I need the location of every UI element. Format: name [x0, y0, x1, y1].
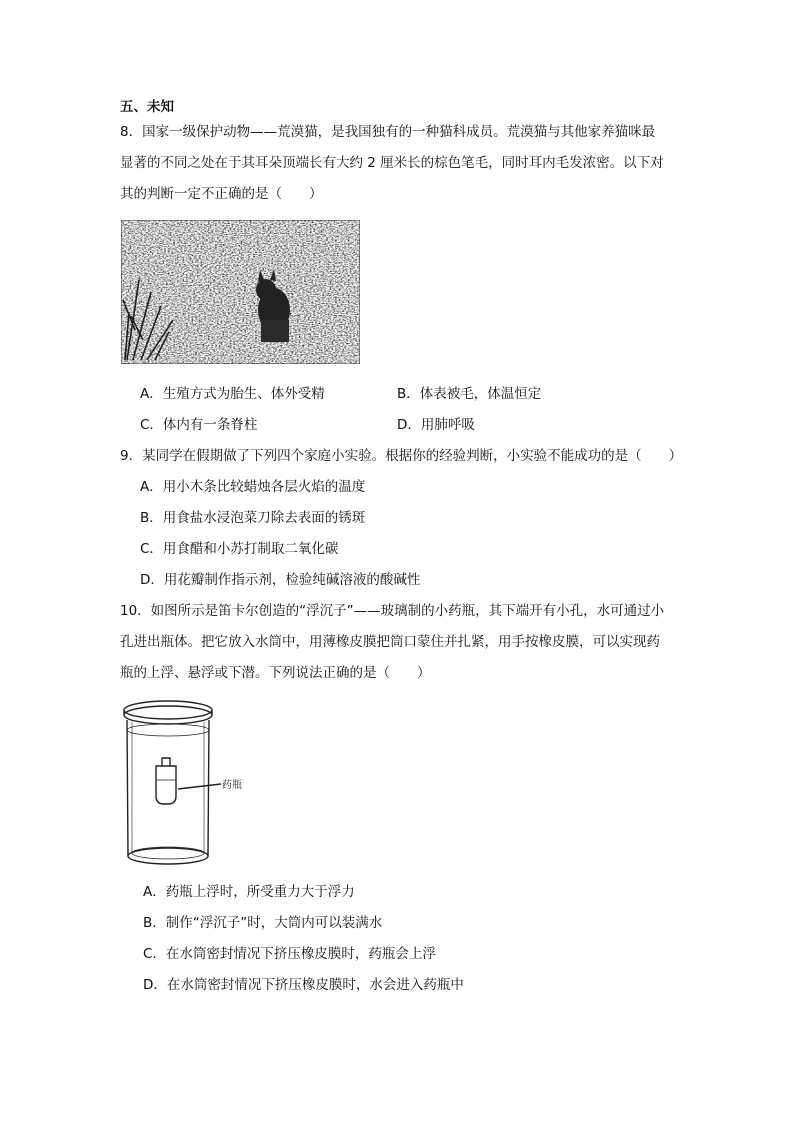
q10-option-c: C．在水筒密封情况下挤压橡皮膜时，药瓶会上浮 [143, 946, 436, 962]
cartesian-diver-diagram [118, 696, 258, 868]
vial-label: 药瓶 [222, 780, 242, 791]
q8-option-d: D．用肺呼吸 [397, 417, 475, 433]
q9-option-a: A．用小木条比较蜡烛各层火焰的温度 [140, 479, 366, 495]
q8-option-a: A．生殖方式为胎生、体外受精 [140, 386, 325, 402]
q10-option-a: A．药瓶上浮时，所受重力大于浮力 [143, 884, 355, 900]
desert-cat-photo [121, 220, 360, 364]
q10-stem-line-1: 10．如图所示是笛卡尔创造的“浮沉子”——玻璃制的小药瓶，其下端开有小孔，水可通过小 [120, 603, 665, 619]
q9-stem: 9．某同学在假期做了下列四个家庭小实验。根据你的经验判断，小实验不能成功的是（ ） [120, 448, 683, 464]
q10-option-b: B．制作“浮沉子”时，大筒内可以装满水 [143, 915, 383, 931]
q10-option-d: D．在水筒密封情况下挤压橡皮膜时，水会进入药瓶中 [143, 977, 464, 993]
q10-stem-line-2: 孔进出瓶体。把它放入水筒中，用薄橡皮膜把筒口蒙住并扎紧，用手按橡皮膜，可以实现药 [120, 634, 660, 650]
q10-stem-line-3: 瓶的上浮、悬浮或下潜。下列说法正确的是（ ） [120, 665, 431, 681]
q8-stem-line-2: 显著的不同之处在于其耳朵顶端长有大约 2 厘米长的棕色笔毛，同时耳内毛发浓密。以下对 [120, 155, 664, 171]
section-title: 五、未知 [120, 99, 174, 115]
q9-option-b: B．用食盐水浸泡菜刀除去表面的锈斑 [140, 510, 366, 526]
q9-option-c: C．用食醋和小苏打制取二氧化碳 [140, 541, 339, 557]
q8-stem-line-1: 8．国家一级保护动物——荒漠猫，是我国独有的一种猫科成员。荒漠猫与其他家养猫咪最 [120, 124, 656, 140]
q8-stem-line-3: 其的判断一定不正确的是（ ） [120, 186, 323, 202]
q8-option-b: B．体表被毛，体温恒定 [397, 386, 542, 402]
q8-option-c: C．体内有一条脊柱 [140, 417, 258, 433]
q9-option-d: D．用花瓣制作指示剂，检验纯碱溶液的酸碱性 [140, 572, 421, 588]
